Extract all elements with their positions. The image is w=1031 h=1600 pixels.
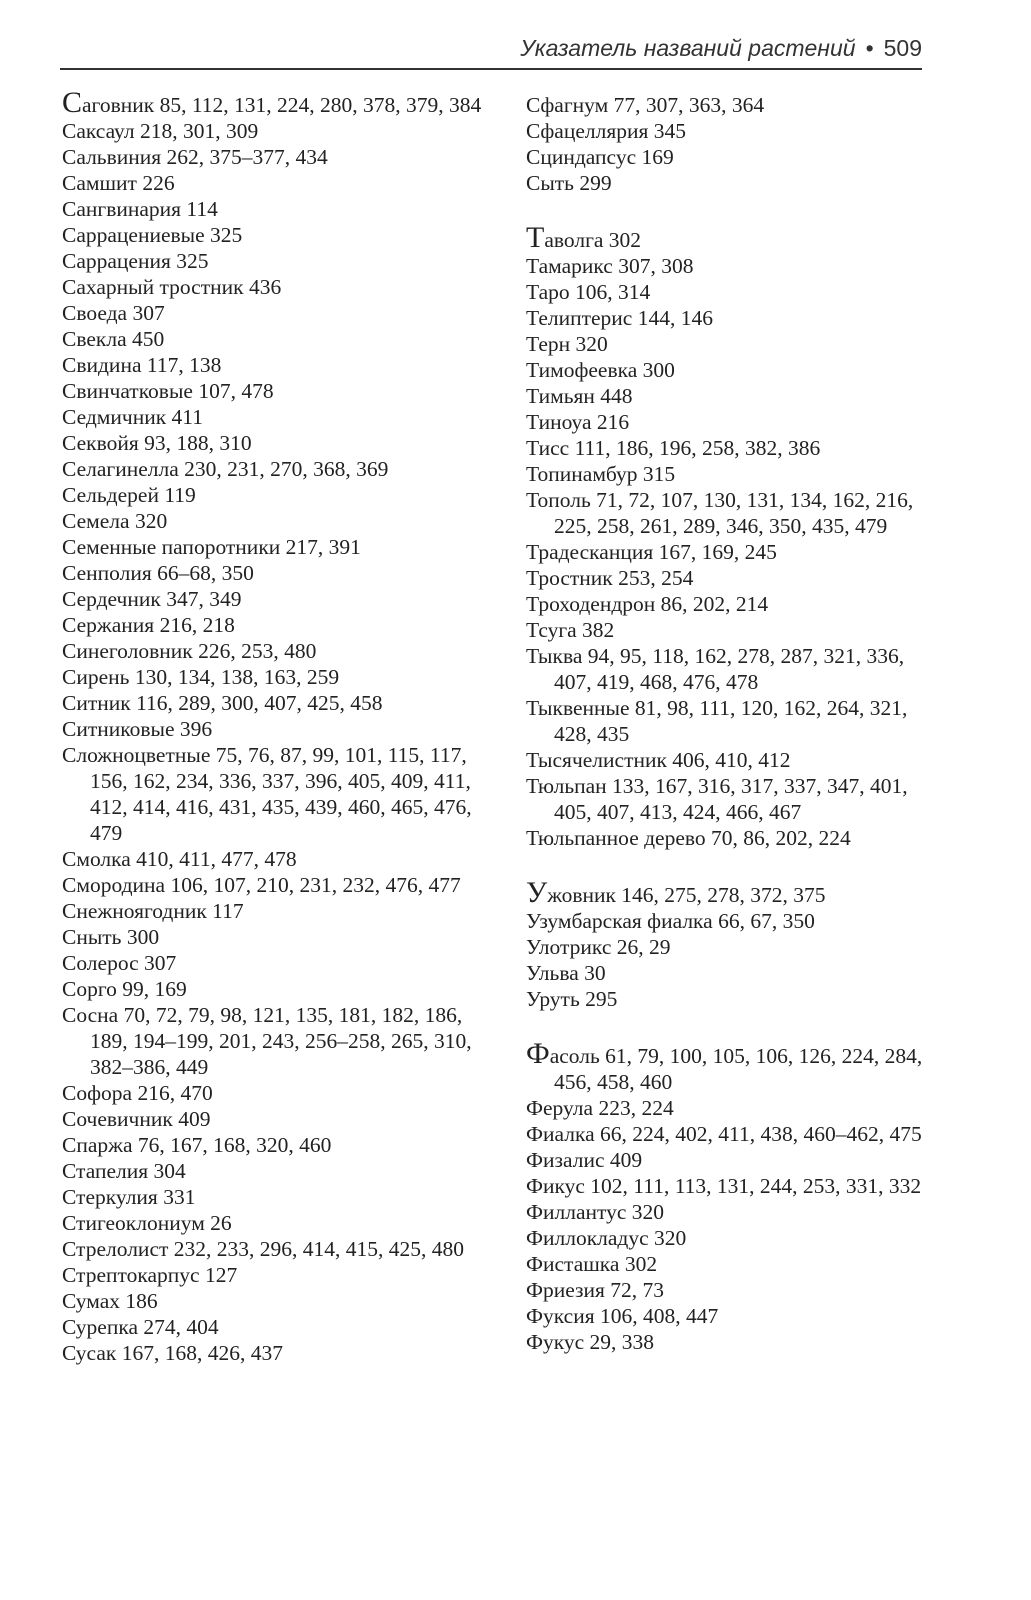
index-entry: Тамарикс 307, 308 (526, 254, 694, 278)
index-entry: Сержания 216, 218 (62, 613, 235, 637)
index-entry: Сурепка 274, 404 (62, 1315, 219, 1339)
index-entry: Тыква 94, 95, 118, 162, 278, 287, 321, 336, 407, 419, 468, 476, 478 (526, 644, 905, 694)
index-entry: Свинчатковые 107, 478 (62, 379, 274, 403)
entry-text: аволга 302 (544, 228, 642, 252)
section-gap (526, 196, 946, 227)
section-gap (526, 851, 946, 882)
index-entry: Сенполия 66–68, 350 (62, 561, 254, 585)
index-entry: Ситниковые 396 (62, 717, 213, 741)
entry-text: асоль 61, 79, 100, 105, 106, 126, 224, 284, 456, 458, 460 (549, 1044, 923, 1094)
index-entry: Синеголовник 226, 253, 480 (62, 639, 317, 663)
index-entry: Смолка 410, 411, 477, 478 (62, 847, 297, 871)
index-entry: Стеркулия 331 (62, 1185, 196, 1209)
index-entry: Фиалка 66, 224, 402, 411, 438, 460–462, 475 (526, 1122, 922, 1146)
index-entry: Сфагнум 77, 307, 363, 364 (526, 93, 765, 117)
index-entry: Сахарный тростник 436 (62, 275, 282, 299)
entry-text: аговник 85, 112, 131, 224, 280, 378, 379, 384 (82, 93, 482, 117)
index-entry: Тростник 253, 254 (526, 566, 694, 590)
index-entry: Сирень 130, 134, 138, 163, 259 (62, 665, 340, 689)
index-entry: Троходендрон 86, 202, 214 (526, 592, 769, 616)
index-entry: Уруть 295 (526, 987, 618, 1011)
index-entry (526, 221, 946, 254)
index-entry: Секвойя 93, 188, 310 (62, 431, 252, 455)
index-entry: Тисс 111, 186, 196, 258, 382, 386 (526, 436, 821, 460)
index-entry: Сельдерей 119 (62, 483, 196, 507)
index-entry: Тополь 71, 72, 107, 130, 131, 134, 162, 216, 225, 258, 261, 289, 346, 350, 435, 479 (526, 488, 914, 538)
index-entry: Седмичник 411 (62, 405, 204, 429)
index-entry: Таро 106, 314 (526, 280, 651, 304)
index-entry: Сфацеллярия 345 (526, 119, 686, 143)
index-entry: Телиптерис 144, 146 (526, 306, 713, 330)
index-entry: Сорго 99, 169 (62, 977, 187, 1001)
index-entry: Улотрикс 26, 29 (526, 935, 671, 959)
index-entry: Семела 320 (62, 509, 168, 533)
section-initial-letter: Ф (526, 1037, 550, 1070)
index-entry: Снежноягодник 117 (62, 899, 244, 923)
section-initial-letter: С (62, 86, 83, 119)
running-header (60, 30, 922, 70)
index-entry: Сангвинария 114 (62, 197, 218, 221)
index-entry: Фикус 102, 111, 113, 131, 244, 253, 331, 332 (526, 1174, 922, 1198)
index-entry: Узумбарская фиалка 66, 67, 350 (526, 909, 815, 933)
index-entry: Свекла 450 (62, 327, 165, 351)
index-entry: Тсуга 382 (526, 618, 615, 642)
index-entry: Тысячелистник 406, 410, 412 (526, 748, 791, 772)
index-column-right (526, 92, 946, 1355)
entry-text: жовник 146, 275, 278, 372, 375 (547, 883, 826, 907)
index-entry: Селагинелла 230, 231, 270, 368, 369 (62, 457, 389, 481)
index-entry: Фуксия 106, 408, 447 (526, 1304, 719, 1328)
index-entry: Сочевичник 409 (62, 1107, 211, 1131)
index-entry: Сосна 70, 72, 79, 98, 121, 135, 181, 182, 186, 189, 194–199, 201, 243, 256–258, 265, 310, 382–386, 449 (62, 1003, 472, 1079)
section-initial-letter: Т (526, 221, 545, 254)
index-entry: Своеда 307 (62, 301, 165, 325)
index-column-left (62, 86, 482, 1366)
index-entry: Стрептокарпус 127 (62, 1263, 238, 1287)
bullet-separator: • (865, 35, 874, 61)
index-entry: Солерос 307 (62, 951, 177, 975)
index-entry: Фисташка 302 (526, 1252, 658, 1276)
index-entry: Филлокладус 320 (526, 1226, 687, 1250)
index-entry: Ситник 116, 289, 300, 407, 425, 458 (62, 691, 383, 715)
section-initial-letter: У (526, 876, 548, 909)
running-title: Указатель названий растений (520, 35, 856, 61)
index-entry: Ферула 223, 224 (526, 1096, 674, 1120)
page-number: 509 (883, 35, 922, 61)
index-entry: Стигеоклониум 26 (62, 1211, 232, 1235)
index-entry: Фукус 29, 338 (526, 1330, 655, 1354)
index-entry: Терн 320 (526, 332, 608, 356)
index-entry (526, 1037, 946, 1095)
section-gap (526, 1012, 946, 1043)
index-entry: Сныть 300 (62, 925, 160, 949)
index-entry: Стапелия 304 (62, 1159, 186, 1183)
index-entry: Сусак 167, 168, 426, 437 (62, 1341, 283, 1365)
index-entry: Филлантус 320 (526, 1200, 665, 1224)
index-entry: Стрелолист 232, 233, 296, 414, 415, 425, 480 (62, 1237, 465, 1261)
index-entry: Топинамбур 315 (526, 462, 676, 486)
index-entry: Сыть 299 (526, 171, 612, 195)
index-entry: Фриезия 72, 73 (526, 1278, 665, 1302)
index-entry: Саррацения 325 (62, 249, 209, 273)
index-entry: Смородина 106, 107, 210, 231, 232, 476, 477 (62, 873, 461, 897)
index-entry: Традесканция 167, 169, 245 (526, 540, 777, 564)
index-entry: Сердечник 347, 349 (62, 587, 242, 611)
index-entry: Сциндапсус 169 (526, 145, 674, 169)
index-entry: Саксаул 218, 301, 309 (62, 119, 259, 143)
index-entry: Свидина 117, 138 (62, 353, 222, 377)
index-entry: Ульва 30 (526, 961, 606, 985)
index-entry: Сальвиния 262, 375–377, 434 (62, 145, 328, 169)
index-entry: Тыквенные 81, 98, 111, 120, 162, 264, 321, 428, 435 (526, 696, 908, 746)
index-entry: Сумах 186 (62, 1289, 158, 1313)
index-entry (526, 876, 946, 909)
index-entry: Самшит 226 (62, 171, 175, 195)
index-entry: Сложноцветные 75, 76, 87, 99, 101, 115, 117, 156, 162, 234, 336, 337, 396, 405, 409, 411, 412, 414, 416, 431, 435, 439, 460, 465, 476, 479 (62, 743, 472, 845)
index-entry: Тюльпанное дерево 70, 86, 202, 224 (526, 826, 851, 850)
index-entry: Тимьян 448 (526, 384, 633, 408)
index-entry: Семенные папоротники 217, 391 (62, 535, 361, 559)
index-entry: Софора 216, 470 (62, 1081, 213, 1105)
index-entry: Саррацениевые 325 (62, 223, 243, 247)
index-entry: Физалис 409 (526, 1148, 643, 1172)
index-entry (62, 86, 482, 119)
index-entry: Тиноуа 216 (526, 410, 630, 434)
index-entry: Спаржа 76, 167, 168, 320, 460 (62, 1133, 332, 1157)
index-entry: Тимофеевка 300 (526, 358, 675, 382)
index-entry: Тюльпан 133, 167, 316, 317, 337, 347, 401, 405, 407, 413, 424, 466, 467 (526, 774, 908, 824)
